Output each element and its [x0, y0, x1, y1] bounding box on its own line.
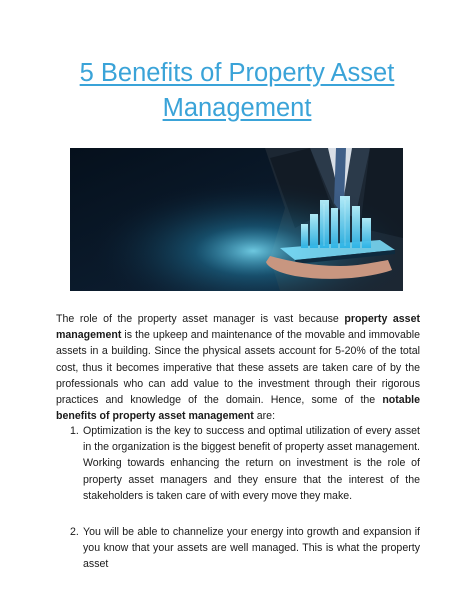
- intro-text-1: The role of the property asset manager is vast because: [56, 313, 345, 325]
- page-title: 5 Benefits of Property Asset Management: [79, 59, 395, 122]
- list-item: [56, 423, 420, 504]
- list-number: 2.: [70, 526, 79, 539]
- intro-text-2: is the upkeep and maintenance of the movable and immovable assets in a building. Since the physical assets account for 5-20% of the total cost, thus it becomes imperative that these assets are taken care of by the professionals who can add value to the investment through their rigorous practices and knowledge of the domain. Hence, some of the: [56, 329, 420, 407]
- intro-bold-2: notable benefits of property asset management: [56, 394, 420, 423]
- hero-image: [70, 148, 403, 291]
- list-item: [56, 524, 420, 573]
- intro-text-3: are:: [253, 410, 276, 423]
- intro-bold-1: property asset management: [56, 313, 420, 342]
- benefits-list: [56, 423, 420, 573]
- list-number: 1.: [70, 425, 79, 437]
- list-text: Optimization is the key to success and optimal utilization of every asset in the organization is the biggest benefit of property asset management. Working towards enhancing the return on investment is the role of property asset managers and they ensure that the interest of the stakeholders is taken care of with every move they make.: [83, 425, 420, 502]
- list-text: You will be able to channelize your energy into growth and expansion if you know that your assets are well managed. This is what the property asset: [83, 526, 420, 571]
- intro-paragraph: [56, 311, 420, 424]
